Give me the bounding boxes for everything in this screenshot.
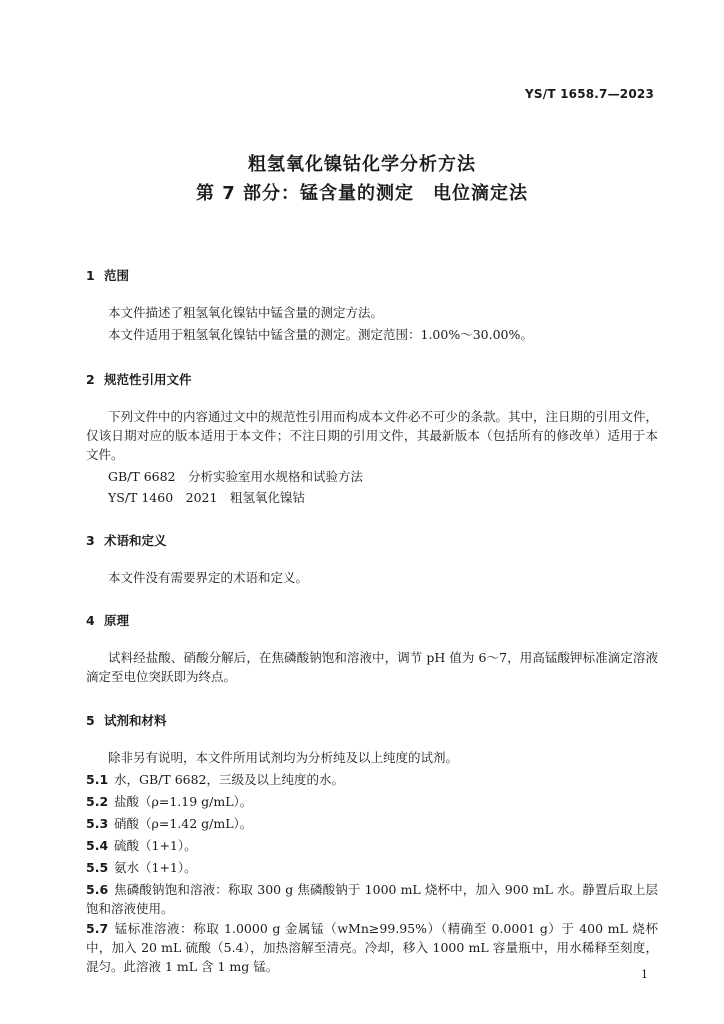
list-item (86, 770, 658, 789)
section-number: 2 (86, 372, 95, 387)
item-number: 5.3 (86, 816, 109, 831)
section-heading-principle (86, 611, 129, 629)
section-number: 5 (86, 713, 95, 728)
section-number: 1 (86, 268, 95, 283)
list-item (86, 836, 658, 855)
reference-item: YS/T 1460 2021 粗氢氧化镍钴 (108, 490, 305, 505)
paragraph: 试料经盐酸、硝酸分解后，在焦磷酸钠饱和溶液中，调节 pH 值为 6～7，用高锰酸钾标准滴定溶液滴定至电位突跃即为终点。 (86, 650, 658, 684)
page-number: 1 (641, 968, 648, 981)
section-heading-scope (86, 266, 129, 284)
item-number: 5.6 (86, 882, 109, 897)
section-heading-reagents (86, 711, 167, 729)
list-item (86, 919, 658, 976)
list-item (86, 880, 658, 918)
item-text: 氨水（1+1）。 (114, 860, 197, 875)
section-heading-normative-references (86, 370, 192, 388)
list-item (86, 792, 658, 811)
item-number: 5.7 (86, 921, 109, 936)
item-number: 5.2 (86, 794, 109, 809)
item-text: 焦磷酸钠饱和溶液：称取 300 g 焦磷酸钠于 1000 mL 烧杯中，加入 900 mL 水。静置后取上层饱和溶液使用。 (86, 882, 658, 916)
section-heading-terms (86, 531, 167, 549)
paragraph: 下列文件中的内容通过文中的规范性引用而构成本文件必不可少的条款。其中，注日期的引用文件，仅该日期对应的版本适用于本文件；不注日期的引用文件，其最新版本（包括所有的修改单）适用于本文件。 (86, 409, 659, 462)
reference-item: GB/T 6682 分析实验室用水规格和试验方法 (108, 469, 364, 484)
item-text: 硝酸（ρ=1.42 g/mL）。 (114, 816, 253, 831)
section-title: 试剂和材料 (104, 713, 167, 728)
paragraph: 除非另有说明，本文件所用试剂均为分析纯及以上纯度的试剂。 (108, 750, 459, 765)
item-text: 硫酸（1+1）。 (114, 838, 197, 853)
item-number: 5.4 (86, 838, 109, 853)
document-code: YS/T 1658.7—2023 (525, 87, 654, 101)
item-text: 水，GB/T 6682，三级及以上纯度的水。 (114, 772, 345, 787)
section-title: 规范性引用文件 (104, 372, 192, 387)
item-text: 锰标准溶液：称取 1.0000 g 金属锰（wMn≥99.95%）（精确至 0.0001 g）于 400 mL 烧杯中，加入 20 mL 硫酸（5.4），加热溶解至清亮。冷却，移入 1000 mL 容量瓶中，用水稀释至刻度，混匀。此溶液 1 mL 含 1 mg 锰。 (86, 921, 658, 974)
paragraph: 本文件适用于粗氢氧化镍钴中锰含量的测定。测定范围：1.00%～30.00%。 (108, 327, 533, 342)
section-title: 范围 (104, 268, 130, 283)
list-item (86, 858, 658, 877)
item-number: 5.5 (86, 860, 109, 875)
section-number: 3 (86, 533, 95, 548)
section-title: 原理 (104, 613, 130, 628)
document-title: 粗氢氧化镍钴化学分析方法 (248, 154, 476, 175)
paragraph: 本文件没有需要界定的术语和定义。 (108, 570, 309, 585)
item-number: 5.1 (86, 772, 109, 787)
item-text: 盐酸（ρ=1.19 g/mL）。 (114, 794, 253, 809)
section-title: 术语和定义 (104, 533, 167, 548)
section-number: 4 (86, 613, 95, 628)
document-subtitle: 第 7 部分：锰含量的测定 电位滴定法 (195, 183, 529, 204)
list-item (86, 814, 658, 833)
paragraph: 本文件描述了粗氢氧化镍钴中锰含量的测定方法。 (108, 305, 384, 320)
